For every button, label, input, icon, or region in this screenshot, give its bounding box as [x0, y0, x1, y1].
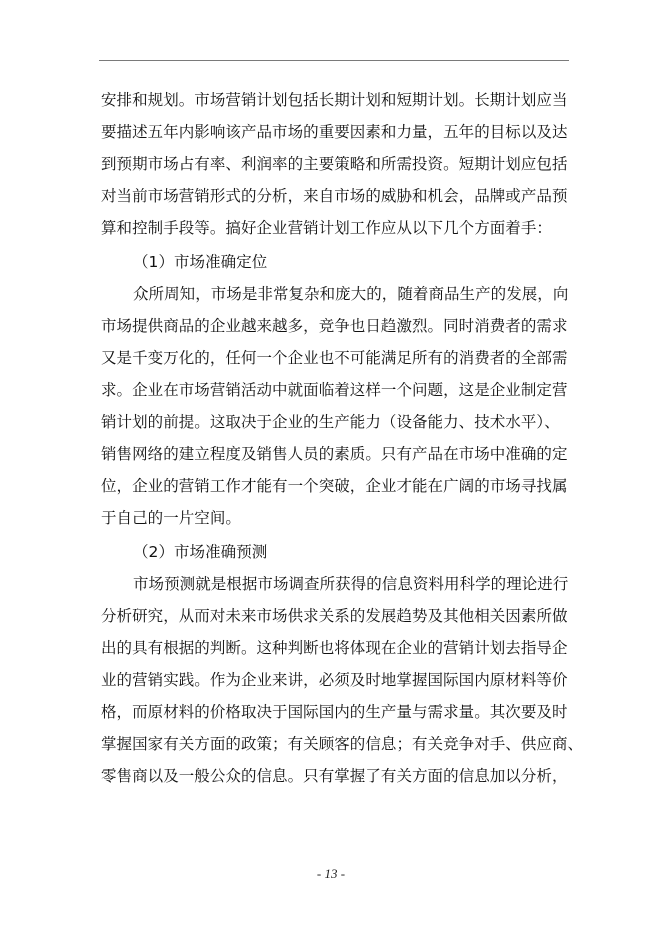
- page-number: - 13 -: [316, 866, 346, 881]
- body-line: 算和控制手段等。搞好企业营销计划工作应从以下几个方面着手：: [101, 219, 552, 237]
- body-line: 又是千变万化的，任何一个企业也不可能满足所有的消费者的全部需: [101, 349, 568, 367]
- section-heading-2: （2）市场准确预测: [133, 543, 268, 561]
- body-line: 销计划的前提。这取决于企业的生产能力（设备能力、技术水平）、: [101, 413, 560, 431]
- body-line: 分析研究，从而对未来市场供求关系的发展趋势及其他相关因素所做: [101, 607, 568, 625]
- body-line: 业的营销实践。作为企业来讲，必须及时地掌握国际国内原材料等价: [101, 671, 568, 689]
- body-line: 位，企业的营销工作才能有一个突破，企业才能在广阔的市场寻找属: [101, 477, 568, 495]
- paragraph-first-line: 众所周知，市场是非常复杂和庞大的，随着商品生产的发展，向: [133, 285, 569, 303]
- section-heading-1: （1）市场准确定位: [133, 253, 268, 271]
- body-line: 格，而原材料的价格取决于国际国内的生产量与需求量。其次要及时: [101, 703, 568, 721]
- body-line: 零售商以及一般公众的信息。只有掌握了有关方面的信息加以分析，: [101, 767, 568, 785]
- paragraph-first-line: 市场预测就是根据市场调查所获得的信息资料用科学的理论进行: [133, 575, 569, 593]
- body-line: 出的具有根据的判断。这种判断也将体现在企业的营销计划去指导企: [101, 639, 568, 657]
- body-line: 要描述五年内影响该产品市场的重要因素和力量，五年的目标以及达: [101, 123, 568, 141]
- body-line: 到预期市场占有率、利润率的主要策略和所需投资。短期计划应包括: [101, 155, 568, 173]
- body-line: 市场提供商品的企业越来越多，竞争也日趋激烈。同时消费者的需求: [101, 317, 568, 335]
- body-line: 于自己的一片空间。: [101, 509, 241, 527]
- body-line: 求。企业在市场营销活动中就面临着这样一个问题，这是企业制定营: [101, 381, 568, 399]
- body-line: 掌握国家有关方面的政策；有关顾客的信息；有关竞争对手、供应商、: [101, 735, 584, 753]
- body-line: 销售网络的建立程度及销售人员的素质。只有产品在市场中准确的定: [101, 445, 568, 463]
- body-line: 对当前市场营销形式的分析，来自市场的威胁和机会，品牌或产品预: [101, 187, 568, 205]
- body-line: 安排和规划。市场营销计划包括长期计划和短期计划。长期计划应当: [101, 91, 568, 109]
- header-rule: [99, 60, 569, 61]
